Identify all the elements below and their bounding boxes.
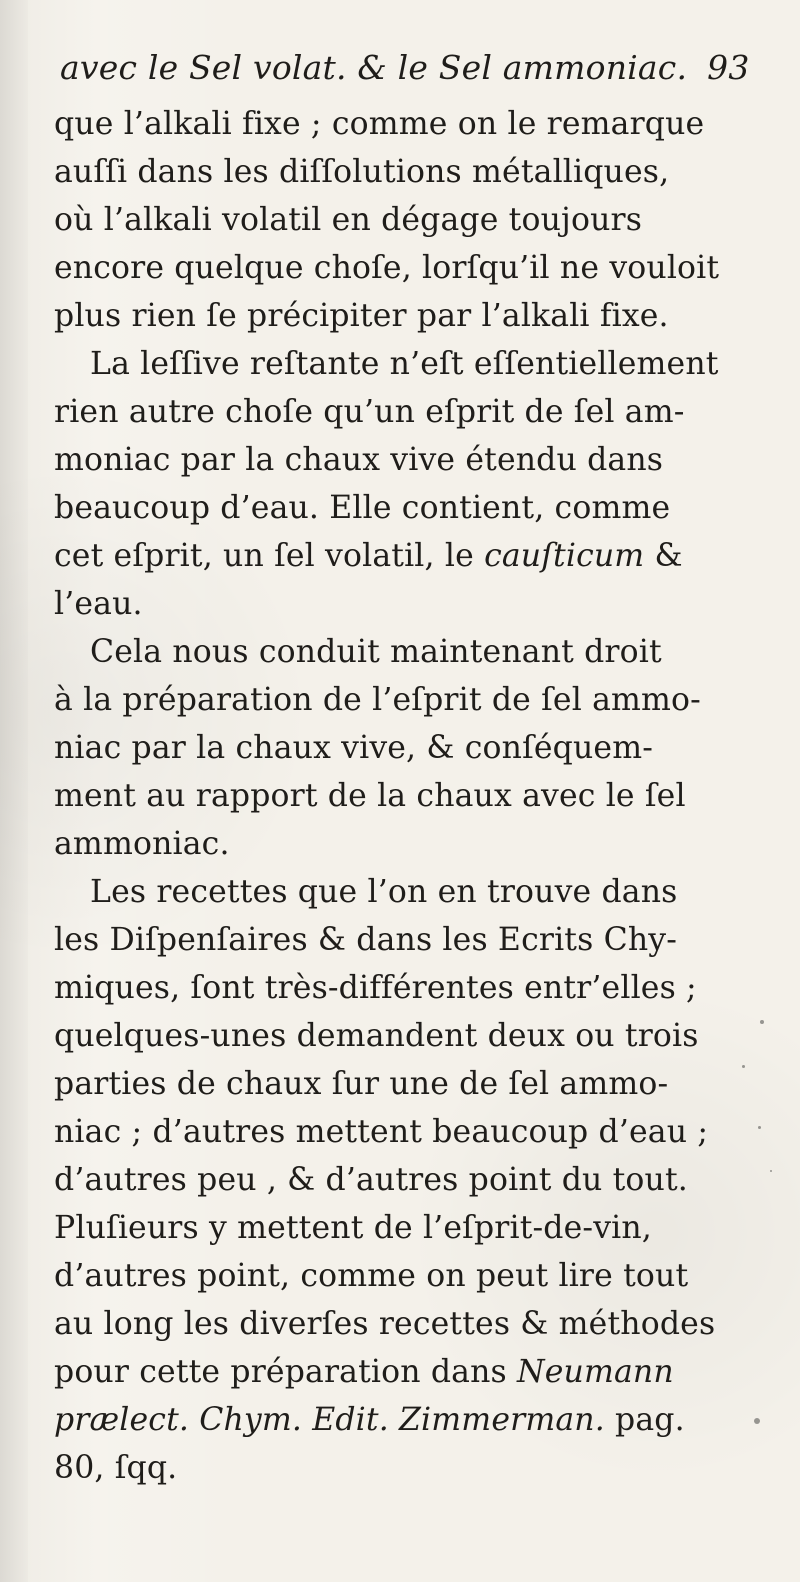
page-gutter-shadow [0,0,28,1582]
ink-spot [742,1065,745,1068]
running-head-title: avec le Sel volat. & le Sel ammoniac. [60,48,688,87]
text-line: d’autres peu , & d’autres point du tout. [54,1162,688,1198]
ink-spot [760,1020,764,1024]
text-line: 80, ſqq. [54,1450,178,1486]
text-line: l’eau. [54,586,143,622]
text-line: d’autres point, comme on peut lire tout [54,1258,689,1294]
text-line-with-author [54,1348,774,1396]
text-line: niac par la chaux vive, & conſéquem- [54,730,654,766]
text-line: à la préparation de l’eſprit de ſel ammo- [54,682,701,718]
ink-spot [770,1170,772,1172]
ink-spot [758,1126,761,1129]
text-line: encore quelque choſe, lorſqu’il ne vouloit [54,250,720,286]
text-line: ammoniac. [54,826,230,862]
text-line-part: pour cette préparation dans [54,1354,507,1390]
text-line: Pluſieurs y mettent de l’eſprit-de-vin, [54,1210,652,1246]
text-line-part: & [654,538,683,574]
text-line: au long les diverſes recettes & méthodes [54,1306,716,1342]
text-line: niac ; d’autres mettent beaucoup d’eau ; [54,1114,709,1150]
ink-spot [754,1418,760,1424]
text-line: que l’alkali fixe ; comme on le remarque [54,106,705,142]
text-line: quelques-unes demandent deux ou trois [54,1018,699,1054]
page-number: 93 [707,48,750,87]
text-line: beaucoup d’eau. Elle contient, comme [54,490,671,526]
text-line: auſſi dans les diſſolutions métalliques, [54,154,670,190]
text-line-part: pag. [615,1402,685,1438]
body-text [54,100,774,1492]
text-line-part: cet eſprit, un ſel volatil, [54,538,435,574]
running-head [60,46,760,90]
text-line-with-italic-term [54,532,774,580]
text-line: moniac par la chaux vive étendu dans [54,442,664,478]
text-line-part: le [444,538,474,574]
paragraph-start-line: La leſſive reſtante n’eſt eſſentiellement [90,346,719,382]
italic-author: Neumann [517,1354,674,1390]
text-line: les Diſpenſaires & dans les Ecrits Chy- [54,922,678,958]
text-line: miques, ſont très-différentes entr’elles ; [54,970,697,1006]
italic-citation: prælect. Chym. Edit. Zimmerman. [54,1402,605,1438]
text-line: ment au rapport de la chaux avec le ſel [54,778,686,814]
text-line: où l’alkali volatil en dégage toujours [54,202,643,238]
text-line: plus rien ſe précipiter par l’alkali fixe. [54,298,669,334]
italic-term: cauſticum [484,538,645,574]
text-line-with-citation [54,1396,774,1444]
paragraph-start-line: Cela nous conduit maintenant droit [90,634,662,670]
text-line: rien autre choſe qu’un eſprit de ſel am- [54,394,685,430]
text-line: parties de chaux ſur une de ſel ammo- [54,1066,669,1102]
paragraph-start-line: Les recettes que l’on en trouve dans [90,874,678,910]
